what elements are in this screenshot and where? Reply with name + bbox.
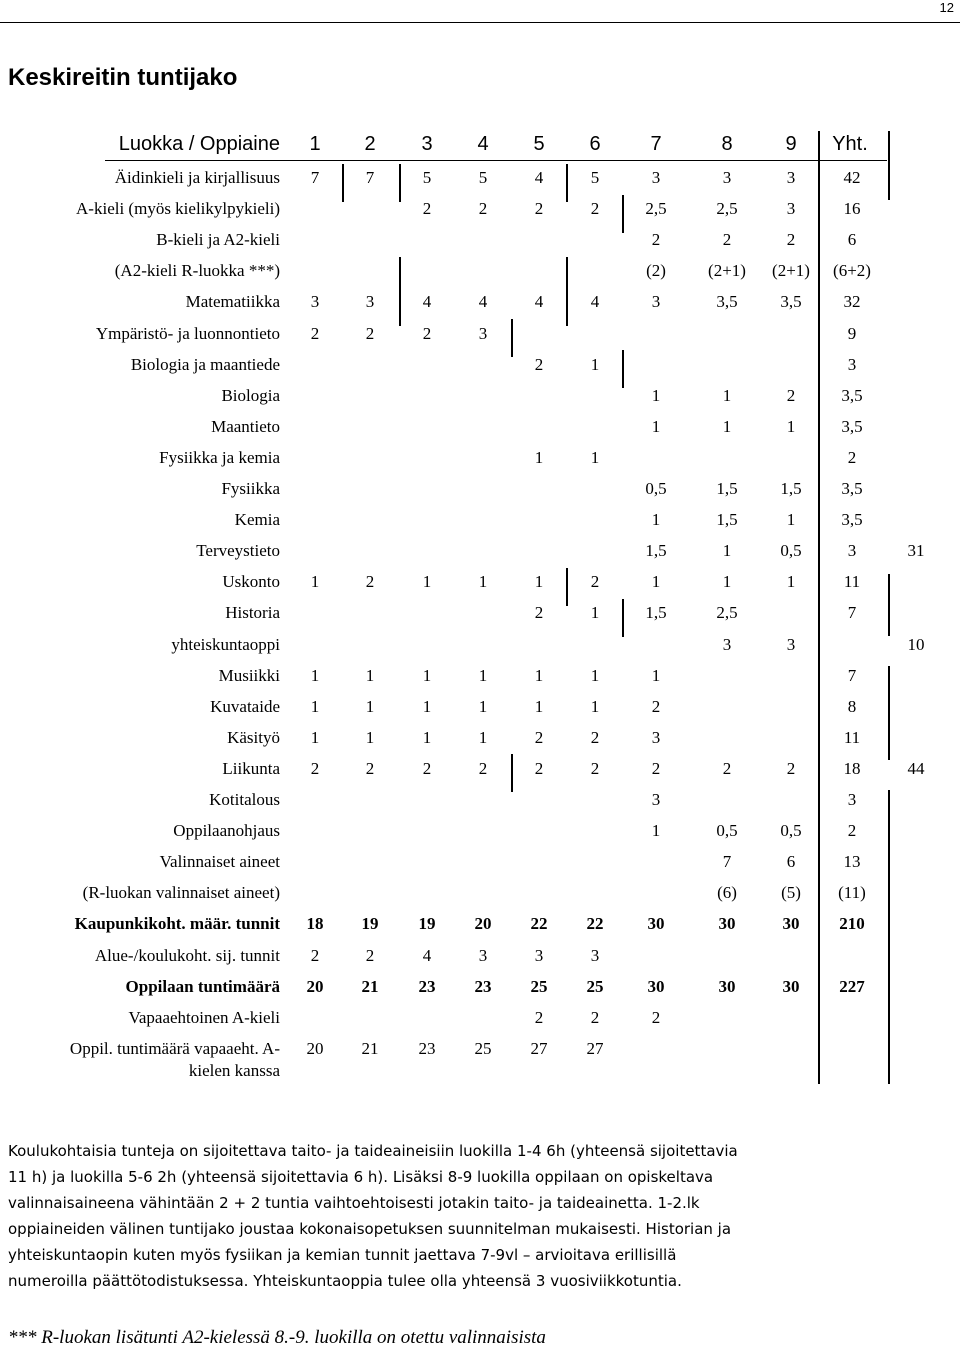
table-cell: 2 [365, 946, 375, 965]
row-label: Ympäristö- ja luonnontieto [95, 324, 280, 343]
row-label: Kotitalous [209, 790, 280, 809]
table-cell: 2 [310, 324, 320, 343]
table-cell: 25 [530, 977, 548, 996]
table-cell: 7 [365, 168, 375, 187]
table-cell: 3,5 [780, 292, 802, 311]
row-label: Valinnaiset aineet [159, 852, 280, 871]
table-cell: 31 [907, 541, 925, 560]
table-cell: 7 [310, 168, 320, 187]
table-cell: 11 [843, 572, 861, 591]
table-cell: 2 [651, 697, 661, 716]
row-label: Fysiikka ja kemia [159, 448, 280, 467]
table-cell: 1 [422, 697, 432, 716]
table-cell: 2 [590, 572, 600, 591]
header-col: 2 [364, 133, 376, 155]
table-cell: 1,5 [645, 541, 667, 560]
table-cell: 1 [310, 697, 320, 716]
header-col: 9 [785, 133, 797, 155]
table-cell: 19 [361, 914, 379, 933]
table-cell: 2 [722, 759, 732, 778]
table-cell: 20 [474, 914, 492, 933]
row-label: Musiikki [218, 666, 280, 685]
header-col: 6 [589, 133, 601, 155]
table-cell: 3,5 [841, 386, 863, 405]
row-label: Oppilaan tuntimäärä [125, 977, 280, 996]
table-cell: 27 [530, 1039, 548, 1058]
table-rule [818, 131, 820, 1084]
row-label: Käsityö [227, 728, 280, 747]
table-cell: 2 [365, 572, 375, 591]
table-rule [622, 599, 624, 637]
table-cell: 1 [478, 666, 488, 685]
table-cell: 5 [422, 168, 432, 187]
table-cell: 1 [478, 728, 488, 747]
table-cell: 1 [310, 572, 320, 591]
table-cell: 30 [647, 977, 665, 996]
table-cell: 19 [418, 914, 436, 933]
table-cell: 1 [534, 697, 544, 716]
table-cell: 0,5 [780, 821, 802, 840]
table-cell: 2,5 [716, 199, 738, 218]
table-cell: 1 [310, 666, 320, 685]
table-cell: 4 [422, 946, 432, 965]
row-label: Historia [225, 603, 280, 622]
table-cell: 1 [786, 510, 796, 529]
table-rule [888, 131, 890, 200]
table-cell: 4 [422, 292, 432, 311]
paragraph-line: Koulukohtaisia tunteja on sijoitettava taito- ja taideaineisiin luokilla 1-4 6h (yhteensä sijoitettavia [8, 1142, 738, 1160]
table-cell: 11 [843, 728, 861, 747]
row-label: Alue-/koulukoht. sij. tunnit [94, 946, 280, 965]
table-cell: 3 [310, 292, 320, 311]
row-label: A-kieli (myös kielikylpykieli) [76, 199, 280, 218]
table-cell: 2 [422, 759, 432, 778]
table-cell: 4 [478, 292, 488, 311]
table-cell: 1 [651, 572, 661, 591]
table-cell: 2 [651, 230, 661, 249]
table-cell: (2+1) [708, 261, 746, 280]
table-cell: 5 [478, 168, 488, 187]
table-cell: 21 [361, 1039, 379, 1058]
table-cell: 3 [786, 168, 796, 187]
table-cell: 30 [647, 914, 665, 933]
table-cell: 8 [847, 697, 857, 716]
table-cell: 7 [847, 603, 857, 622]
table-cell: 30 [782, 914, 800, 933]
table-cell: 1 [651, 821, 661, 840]
table-cell: 1 [534, 666, 544, 685]
table-cell: 1 [422, 728, 432, 747]
row-label: Vapaaehtoinen A-kieli [128, 1008, 280, 1027]
table-cell: 2 [847, 448, 857, 467]
table-cell: 7 [847, 666, 857, 685]
table-cell: 2 [847, 821, 857, 840]
row-label: Kuvataide [210, 697, 280, 716]
table-cell: 1 [590, 603, 600, 622]
table-cell: 23 [474, 977, 492, 996]
table-cell: 3,5 [841, 510, 863, 529]
header-col: 7 [650, 133, 662, 155]
table-cell: 1 [365, 728, 375, 747]
table-rule [511, 754, 513, 792]
table-rule [888, 574, 890, 636]
table-cell: 4 [534, 292, 544, 311]
table-cell: 1 [365, 697, 375, 716]
table-cell: 21 [361, 977, 379, 996]
table-cell: 1 [590, 355, 600, 374]
row-label: Biologia ja maantiede [130, 355, 280, 374]
table-cell: 1 [722, 386, 732, 405]
row-label: Fysiikka [221, 479, 280, 498]
table-cell: 2 [422, 199, 432, 218]
header-col: 4 [477, 133, 489, 155]
table-cell: 3 [722, 168, 732, 187]
table-cell: 2 [651, 759, 661, 778]
table-cell: 0,5 [780, 541, 802, 560]
table-rule [399, 164, 401, 202]
row-label: B-kieli ja A2-kieli [156, 230, 280, 249]
table-rule [566, 164, 568, 202]
table-cell: 9 [847, 324, 857, 343]
table-cell: 10 [907, 635, 925, 654]
row-label: Maantieto [211, 417, 280, 436]
table-cell: 2,5 [645, 199, 667, 218]
table-cell: 1 [722, 417, 732, 436]
table-cell: 1 [590, 448, 600, 467]
table-cell: 6 [786, 852, 796, 871]
table-cell: 3 [651, 168, 661, 187]
row-label: (R-luokan valinnaiset aineet) [82, 883, 280, 902]
table-cell: 1,5 [780, 479, 802, 498]
table-cell: 2 [534, 728, 544, 747]
table-cell: 2 [534, 355, 544, 374]
table-cell: 2 [310, 759, 320, 778]
table-cell: 2 [722, 230, 732, 249]
table-cell: 210 [839, 914, 865, 933]
table-cell: 20 [306, 1039, 324, 1058]
table-cell: 3 [786, 199, 796, 218]
row-label: Oppil. tuntimäärä vapaaeht. A- kielen kanssa [69, 1039, 280, 1080]
table-cell: 1 [534, 572, 544, 591]
paragraph-line: valinnaisaineena vähintään 2 + 2 tuntia vaihtoehtoisesti jotakin taito- ja taideainetta. 1-2.lk [8, 1194, 700, 1212]
table-cell: 3 [651, 790, 661, 809]
table-cell: 3 [651, 292, 661, 311]
explanation-paragraph [8, 1138, 948, 1294]
row-label: Kaupunkikoht. määr. tunnit [74, 914, 280, 933]
table-cell: 2 [534, 603, 544, 622]
table-cell: 2 [478, 199, 488, 218]
table-cell: 1 [310, 728, 320, 747]
table-cell: 3 [847, 355, 857, 374]
table-cell: 1 [478, 572, 488, 591]
table-cell: 3 [651, 728, 661, 747]
row-label: yhteiskuntaoppi [171, 635, 280, 654]
table-cell: 25 [586, 977, 604, 996]
table-cell: 2 [590, 728, 600, 747]
table-cell: 1,5 [645, 603, 667, 622]
table-cell: 3 [478, 946, 488, 965]
table-cell: 18 [306, 914, 324, 933]
table-cell: 3,5 [716, 292, 738, 311]
page-title: Keskireitin tuntijako [8, 64, 238, 91]
table-cell: 1,5 [716, 510, 738, 529]
table-cell: 6 [847, 230, 857, 249]
row-label: Kemia [234, 510, 280, 529]
table-cell: 1 [786, 572, 796, 591]
table-cell: 20 [306, 977, 324, 996]
table-cell: 7 [722, 852, 732, 871]
row-label: Oppilaanohjaus [173, 821, 280, 840]
table-cell: 2 [365, 759, 375, 778]
row-label: Äidinkieli ja kirjallisuus [114, 168, 280, 187]
table-cell: 2 [590, 759, 600, 778]
header-label: Luokka / Oppiaine [118, 133, 280, 155]
table-cell: 23 [418, 1039, 436, 1058]
table-cell: 1 [651, 417, 661, 436]
table-rule [342, 164, 344, 202]
table-cell: 1 [590, 666, 600, 685]
table-cell: 3 [365, 292, 375, 311]
table-cell: 1,5 [716, 479, 738, 498]
table-cell: 13 [843, 852, 861, 871]
table-cell: 2 [422, 324, 432, 343]
table-cell: 1 [651, 666, 661, 685]
table-cell: 3,5 [841, 417, 863, 436]
table-cell: 4 [590, 292, 600, 311]
table-cell: (2+1) [772, 261, 810, 280]
table-cell: (2) [646, 261, 666, 280]
table-cell: 2 [534, 759, 544, 778]
table-cell: 23 [418, 977, 436, 996]
table-cell: 2 [478, 759, 488, 778]
table-cell: 227 [839, 977, 865, 996]
table-cell: 1 [722, 541, 732, 560]
row-label: Matematiikka [185, 292, 280, 311]
table-cell: 1 [422, 666, 432, 685]
table-cell: 1 [722, 572, 732, 591]
paragraph-line: yhteiskuntaopin kuten myös fysiikan ja kemian tunnit jaettava 7-9vl – arvioitava erillisillä [8, 1246, 677, 1264]
page-number: 12 [939, 0, 954, 15]
table-cell: 2 [534, 1008, 544, 1027]
table-cell: 2 [310, 946, 320, 965]
table-cell: 1 [651, 386, 661, 405]
table-cell: 2 [365, 324, 375, 343]
paragraph-line: 11 h) ja luokilla 5-6 2h (yhteensä sijoitettavia 6 h). Lisäksi 8-9 luokilla oppilaan on opiskeltava [8, 1168, 714, 1186]
table-rule [511, 319, 513, 357]
table-rule [566, 568, 568, 606]
table-cell: 2 [786, 230, 796, 249]
table-cell: 30 [782, 977, 800, 996]
footnote: *** R-luokan lisätunti A2-kielessä 8.-9. luokilla on otettu valinnaisista [8, 1327, 546, 1348]
table-rule [566, 288, 568, 326]
table-cell: (11) [838, 883, 866, 902]
table-rule [888, 790, 890, 1084]
table-cell: 3 [722, 635, 732, 654]
table-cell: 3 [534, 946, 544, 965]
table-cell: (6) [717, 883, 737, 902]
table-cell: 3 [786, 635, 796, 654]
row-label: Biologia [221, 386, 280, 405]
table-rule [888, 666, 890, 760]
table-cell: 0,5 [716, 821, 738, 840]
table-cell: 2,5 [716, 603, 738, 622]
table-cell: 3 [847, 790, 857, 809]
table-cell: 2 [534, 199, 544, 218]
table-cell: 3 [590, 946, 600, 965]
table-cell: 1 [478, 697, 488, 716]
table-cell: 25 [474, 1039, 492, 1058]
table-cell: 2 [651, 1008, 661, 1027]
table-cell: 4 [534, 168, 544, 187]
header-col: 5 [533, 133, 545, 155]
table-cell: 30 [718, 914, 736, 933]
table-cell: 2 [590, 199, 600, 218]
header-underline [105, 160, 887, 161]
header-col: 8 [721, 133, 733, 155]
table-cell: 22 [586, 914, 604, 933]
table-cell: 1 [590, 697, 600, 716]
table-cell: (6+2) [833, 261, 871, 280]
table-cell: 2 [590, 1008, 600, 1027]
header-col: Yht. [832, 133, 868, 155]
row-label: (A2-kieli R-luokka ***) [114, 261, 280, 280]
table-cell: 1 [786, 417, 796, 436]
table-cell: 32 [843, 292, 861, 311]
table-rule [622, 350, 624, 388]
table-cell: 1 [365, 666, 375, 685]
table-rule [622, 195, 624, 233]
table-cell: 22 [530, 914, 548, 933]
table-cell: 2 [786, 386, 796, 405]
paragraph-line: oppiaineiden välinen tuntijako joustaa kokonaisopetuksen suunnitelman mukaisesti. Historian ja [8, 1220, 732, 1238]
table-cell: 3 [847, 541, 857, 560]
header-col: 1 [309, 133, 321, 155]
table-cell: 44 [907, 759, 925, 778]
table-cell: 30 [718, 977, 736, 996]
header-col: 3 [421, 133, 433, 155]
row-label: Uskonto [222, 572, 280, 591]
table-rule [399, 288, 401, 326]
table-cell: 1 [651, 510, 661, 529]
table-cell: 16 [843, 199, 861, 218]
row-label: Liikunta [222, 759, 280, 778]
page-header-rule [0, 0, 960, 23]
table-cell: 3 [478, 324, 488, 343]
table-cell: 27 [586, 1039, 604, 1058]
table-cell: 0,5 [645, 479, 667, 498]
table-cell: 42 [843, 168, 861, 187]
row-label: Terveystieto [196, 541, 280, 560]
table-cell: 5 [590, 168, 600, 187]
table-cell: 2 [786, 759, 796, 778]
table-cell: 3,5 [841, 479, 863, 498]
table-cell: (5) [781, 883, 801, 902]
table-cell: 18 [843, 759, 861, 778]
table-cell: 1 [422, 572, 432, 591]
table-cell: 1 [534, 448, 544, 467]
paragraph-line: numeroilla päättötodistuksessa. Yhteiskuntaoppia tulee olla yhteensä 3 vuosiviikkotuntia. [8, 1272, 682, 1290]
